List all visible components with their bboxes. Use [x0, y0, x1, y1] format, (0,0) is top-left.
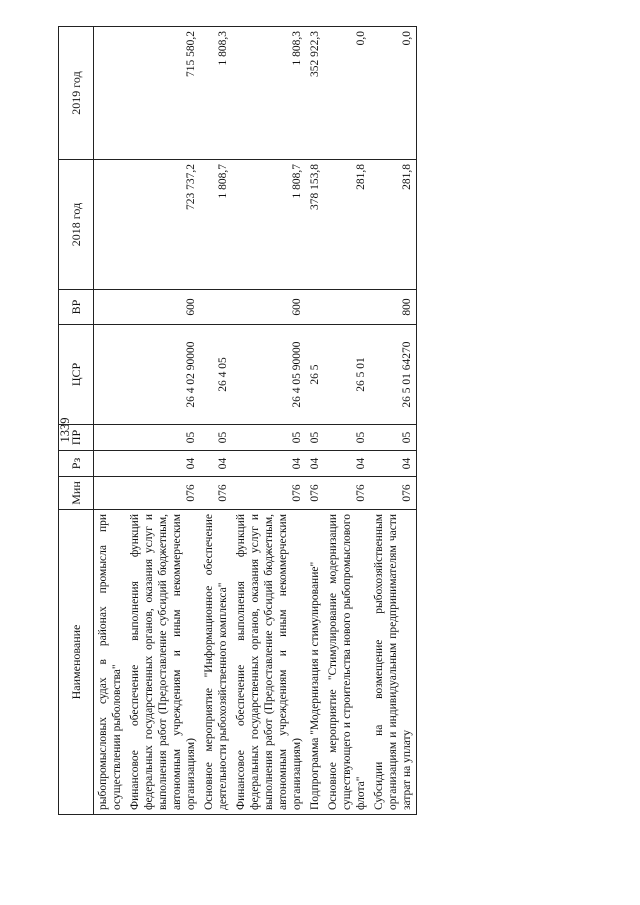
header-2018: 2018 год: [59, 160, 94, 290]
row-min: 076: [324, 477, 370, 510]
row-2019: 1 808,3: [200, 27, 232, 160]
header-pr: ПР: [59, 425, 94, 451]
row-pr: 05: [126, 425, 200, 451]
row-rz: 04: [370, 451, 417, 477]
table-row: [232, 27, 306, 815]
row-csr: 26 5 01: [324, 325, 370, 425]
row-2018: 1 808,7: [200, 160, 232, 290]
page-number: 1339: [58, 417, 72, 443]
row-2018: 281,8: [324, 160, 370, 290]
header-name: Наименование: [59, 510, 94, 815]
row-2018: 281,8: [370, 160, 417, 290]
row-vr: 800: [370, 290, 417, 325]
row-name: Субсидии на возмещение рыбохозяйственным организациям и индивидуальным предпринимателям части затрат на уплату: [370, 510, 417, 815]
table-row: [306, 27, 324, 815]
row-pr: 05: [200, 425, 232, 451]
header-rz: Рз: [59, 451, 94, 477]
row-pr: 05: [324, 425, 370, 451]
row-min: 076: [126, 477, 200, 510]
row-rz: 04: [200, 451, 232, 477]
row-pr: [94, 425, 127, 451]
row-csr: 26 4 05: [200, 325, 232, 425]
row-vr: [306, 290, 324, 325]
row-min: 076: [370, 477, 417, 510]
row-2018: [94, 160, 127, 290]
row-rz: 04: [126, 451, 200, 477]
header-csr: ЦСР: [59, 325, 94, 425]
row-pr: 05: [306, 425, 324, 451]
table-row: [94, 27, 127, 815]
header-2019: 2019 год: [59, 27, 94, 160]
header-vr: ВР: [59, 290, 94, 325]
row-vr: 600: [126, 290, 200, 325]
row-name: Финансовое обеспечение выполнения функций федеральных государственных органов, оказания услуг и выполнения работ (Предоставление субсидий бюджетным, автономным учреждениям и иным некоммерческим организациям): [126, 510, 200, 815]
row-2019: 715 580,2: [126, 27, 200, 160]
row-2019: 0,0: [324, 27, 370, 160]
table-header-row: [59, 27, 94, 815]
row-csr: 26 4 05 90000: [232, 325, 306, 425]
row-rz: 04: [306, 451, 324, 477]
row-min: [94, 477, 127, 510]
row-rz: 04: [232, 451, 306, 477]
row-vr: 600: [232, 290, 306, 325]
budget-table: [58, 26, 417, 815]
row-pr: 05: [370, 425, 417, 451]
table-row: [200, 27, 232, 815]
row-rz: [94, 451, 127, 477]
row-csr: 26 5 01 64270: [370, 325, 417, 425]
row-name: Основное мероприятие "Информационное обеспечение деятельности рыбохозяйственного комплекса": [200, 510, 232, 815]
row-rz: 04: [324, 451, 370, 477]
row-name: Основное мероприятие "Стимулирование модернизации существующего и строительства нового рыбопромыслового флота": [324, 510, 370, 815]
table-row: [370, 27, 417, 815]
row-2019: 352 922,3: [306, 27, 324, 160]
row-2019: 1 808,3: [232, 27, 306, 160]
row-name: Финансовое обеспечение выполнения функций федеральных государственных органов, оказания услуг и выполнения работ (Предоставление субсидий бюджетным, автономным учреждениям и иным некоммерческим организациям): [232, 510, 306, 815]
row-csr: 26 4 02 90000: [126, 325, 200, 425]
row-min: 076: [232, 477, 306, 510]
row-2019: [94, 27, 127, 160]
row-2018: 723 737,2: [126, 160, 200, 290]
row-2019: 0,0: [370, 27, 417, 160]
row-2018: 1 808,7: [232, 160, 306, 290]
row-min: 076: [200, 477, 232, 510]
row-name: Подпрограмма "Модернизация и стимулирование": [306, 510, 324, 815]
row-csr: [94, 325, 127, 425]
table-row: [324, 27, 370, 815]
row-name: рыбопромысловых судах в районах промысла при осуществлении рыболовства": [94, 510, 127, 815]
table-row: [126, 27, 200, 815]
row-2018: 378 153,8: [306, 160, 324, 290]
row-pr: 05: [232, 425, 306, 451]
row-vr: [94, 290, 127, 325]
row-min: 076: [306, 477, 324, 510]
header-min: Мин: [59, 477, 94, 510]
row-vr: [324, 290, 370, 325]
row-csr: 26 5: [306, 325, 324, 425]
row-vr: [200, 290, 232, 325]
